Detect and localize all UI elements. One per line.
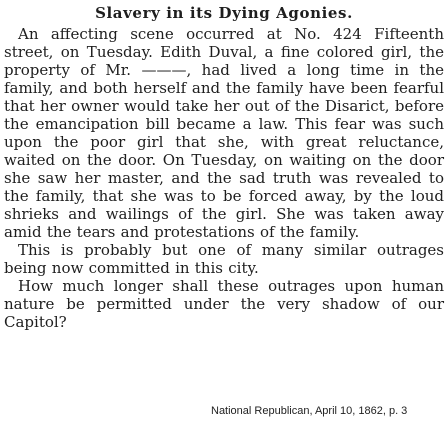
newspaper-clipping [4, 4, 444, 331]
article-paragraph-2: This is probably but one of many similar outrages being now committed in this city. [4, 241, 444, 277]
article-paragraph-3: How much longer shall these outrages upon human nature be permitted under the very shadow of our Capitol? [4, 277, 444, 331]
article-paragraph-1: An affecting scene occurred at No. 424 Fifteenth street, on Tuesday. Edith Duval, a fine colored girl, the property of Mr. ———, had lived a long time in the family, and both herself and the family have been fearful that her owner would take her out of the Disarict, before the emancipation bill became a law. This fear was such upon the poor girl that she, with great reluctance, waited on the door. On Tuesday, on waiting on the door she saw her master, and the sad truth was revealed to the family, that she was to be forced away, by the loud shrieks and wailings of the girl. She was taken away amid the tears and protestations of the family. [4, 25, 444, 241]
article-headline: Slavery in its Dying Agonies. [95, 4, 353, 22]
source-caption: National Republican, April 10, 1862, p. 3 [211, 405, 408, 417]
